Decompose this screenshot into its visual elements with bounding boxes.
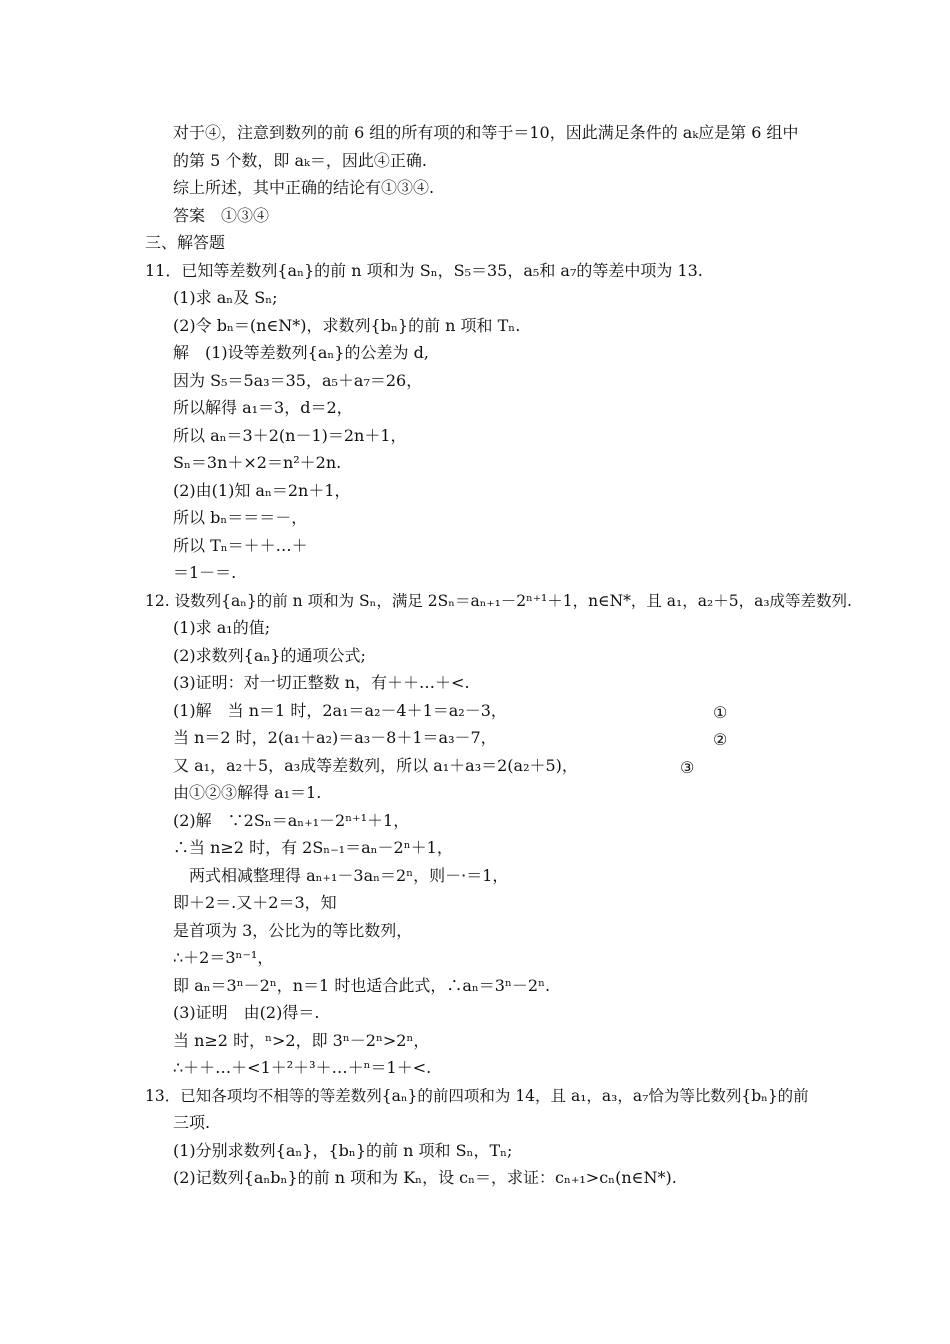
text-line: (2)令 bₙ＝(n∈N*)，求数列{bₙ}的前 n 项和 Tₙ. xyxy=(173,316,521,335)
text-line: (1)求 aₙ及 Sₙ; xyxy=(173,288,278,307)
text-line: ∴＋2＝3ⁿ⁻¹， xyxy=(173,948,274,967)
text-line: 所以 Tₙ＝＋＋…＋ xyxy=(173,536,308,555)
text-line: 所以 bₙ＝＝＝－， xyxy=(173,508,308,527)
text-line: 的第 5 个数，即 aₖ＝，因此④正确. xyxy=(173,151,427,170)
section-heading: 三、解答题 xyxy=(145,233,226,252)
text-line: (2)由(1)知 aₙ＝2n＋1， xyxy=(173,481,351,500)
text-line: 因为 S₅＝5a₃＝35，a₅＋a₇＝26， xyxy=(173,371,423,390)
text-line: 所以解得 a₁＝3，d＝2， xyxy=(173,398,353,417)
text-line: 当 n＝2 时，2(a₁＋a₂)＝a₃－8＋1＝a₃－7， xyxy=(173,728,497,747)
text-line: (1)解 当 n＝1 时，2a₁＝a₂－4＋1＝a₂－3， xyxy=(173,701,507,720)
text-line: 三项. xyxy=(173,1113,211,1132)
text-line: 解 (1)设等差数列{aₙ}的公差为 d, xyxy=(173,343,429,362)
text-line: (3)证明 由(2)得＝. xyxy=(173,1003,320,1022)
answer-line: 答案 ①③④ xyxy=(173,206,270,225)
text-line: 是首项为 3，公比为的等比数列， xyxy=(173,921,413,940)
text-line: ∴当 n≥2 时，有 2Sₙ₋₁＝aₙ－2ⁿ＋1， xyxy=(173,838,453,857)
text-line: 由①②③解得 a₁＝1. xyxy=(173,783,322,802)
problem-11-statement: 11．已知等差数列{aₙ}的前 n 项和为 Sₙ，S₅＝35，a₅和 a₇的等差中项为 13. xyxy=(145,261,703,280)
text-line: (1)求 a₁的值; xyxy=(173,618,271,637)
problem-12-statement: 12. 设数列{aₙ}的前 n 项和为 Sₙ，满足 2Sₙ＝aₙ₊₁－2ⁿ⁺¹＋1，n∈N*，且 a₁，a₂＋5，a₃成等差数列. xyxy=(145,592,852,610)
text-line: (3)证明：对一切正整数 n，有＋＋…＋<. xyxy=(173,673,470,692)
text-line: (1)分别求数列{aₙ}，{bₙ}的前 n 项和 Sₙ，Tₙ; xyxy=(173,1141,513,1160)
circled-number-1: ① xyxy=(713,703,728,722)
text-line: (2)记数列{aₙbₙ}的前 n 项和为 Kₙ，设 cₙ＝，求证：cₙ₊₁>cₙ(n∈N*). xyxy=(173,1168,677,1187)
text-line: 即＋2＝.又＋2＝3，知 xyxy=(173,893,337,912)
text-line: 对于④，注意到数列的前 6 组的所有项的和等于＝10，因此满足条件的 aₖ应是第 6 组中 xyxy=(173,123,799,142)
text-line: 又 a₁，a₂＋5，a₃成等差数列，所以 a₁＋a₃＝2(a₂＋5)， xyxy=(173,756,578,775)
text-line: (2)求数列{aₙ}的通项公式; xyxy=(173,646,366,665)
circled-number-2: ② xyxy=(713,730,728,749)
text-line: 综上所述，其中正确的结论有①③④. xyxy=(173,178,435,197)
text-line: ＝1－＝. xyxy=(173,563,237,582)
text-line: 即 aₙ＝3ⁿ－2ⁿ，n＝1 时也适合此式，∴aₙ＝3ⁿ－2ⁿ. xyxy=(173,976,551,995)
text-line: 两式相减整理得 aₙ₊₁－3aₙ＝2ⁿ，则－·＝1， xyxy=(189,866,509,885)
circled-number-3: ③ xyxy=(680,758,695,777)
text-line: 所以 aₙ＝3＋2(n－1)＝2n＋1， xyxy=(173,426,407,445)
text-line: 当 n≥2 时，ⁿ>2，即 3ⁿ－2ⁿ>2ⁿ， xyxy=(173,1031,430,1050)
problem-13-statement: 13．已知各项均不相等的等差数列{aₙ}的前四项和为 14，且 a₁，a₃，a₇恰为等比数列{bₙ}的前 xyxy=(145,1087,809,1105)
text-line: ∴＋＋…＋<1＋²＋³＋…＋ⁿ＝1＋<. xyxy=(173,1058,432,1077)
text-line: (2)解 ∵2Sₙ＝aₙ₊₁－2ⁿ⁺¹＋1， xyxy=(173,811,410,830)
text-line: Sₙ＝3n＋×2＝n²＋2n. xyxy=(173,453,342,472)
